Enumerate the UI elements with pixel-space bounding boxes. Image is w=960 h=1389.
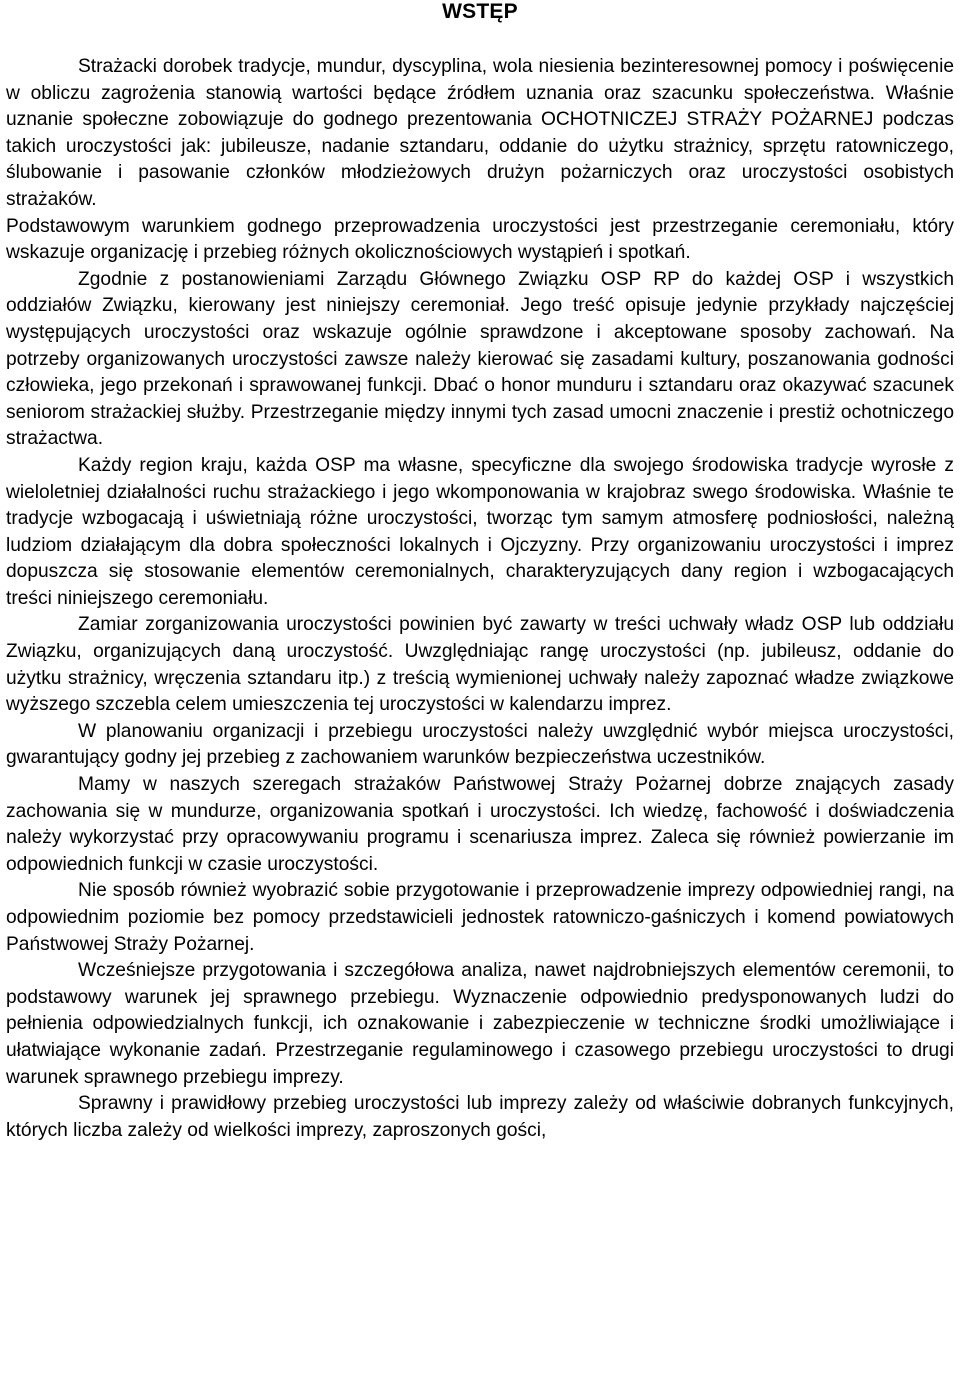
- paragraph-6: W planowaniu organizacji i przebiegu uroczystości należy uwzględnić wybór miejsca uroczystości, gwarantujący godny jej przebieg z zachowaniem warunków bezpieczeństwa uczestników.: [6, 720, 954, 769]
- paragraph-1: Strażacki dorobek tradycje, mundur, dyscyplina, wola niesienia bezinteresownej pomocy i poświęcenie w obliczu zagrożenia stanowią wartości będące źródłem uznania oraz szacunku społeczeństwa. Właśnie uznanie społeczne zobowiązuje do godnego prezentowania OCHOTNICZEJ STRAŻY POŻARNEJ podczas takich uroczystości jak: jubileusze, nadanie sztandaru, oddanie do użytku strażnicy, sprzętu ratowniczego, ślubowanie i pasowanie członków młodzieżowych drużyn pożarniczych oraz uroczystości osobistych strażaków.: [6, 56, 954, 210]
- paragraph-4: Każdy region kraju, każda OSP ma własne, specyficzne dla swojego środowiska tradycje wyrosłe z wieloletniej działalności ruchu strażackiego i jego wkomponowania w krajobraz swego środowiska. Właśnie te tradycje wzbogacają i uświetniają różne uroczystości, tworząc tym samym atmosferę podniosłości, należną ludziom działającym dla dobra społeczności lokalnych i Ojczyzny. Przy organizowaniu uroczystości i imprez dopuszcza się stosowanie elementów ceremonialnych, charakteryzujących dany region i wzbogacających treści niniejszego ceremoniału.: [6, 454, 954, 609]
- paragraph-5: Zamiar zorganizowania uroczystości powinien być zawarty w treści uchwały władz OSP lub oddziału Związku, organizujących daną uroczystość. Uwzględniając rangę uroczystości (np. jubileusz, oddanie do użytku strażnicy, wręczenia sztandaru itp.) z treścią wymienionej uchwały należy zapoznać władze związkowe wyższego szczebla celem umieszczenia tej uroczystości w kalendarzu imprez.: [6, 614, 954, 716]
- paragraph-8: Nie sposób również wyobrazić sobie przygotowanie i przeprowadzenie imprezy odpowiedniej rangi, na odpowiednim poziomie bez pomocy przedstawicieli jednostek ratowniczo-gaśniczych i komend powiatowych Państwowej Straży Pożarnej.: [6, 880, 954, 955]
- paragraph-3: Zgodnie z postanowieniami Zarządu Głównego Związku OSP RP do każdej OSP i wszystkich oddziałów Związku, kierowany jest niniejszy ceremoniał. Jego treść opisuje jedynie przykłady najczęściej występujących uroczystości oraz wskazuje ogólnie sprawdzone i akceptowane sposoby zachowań. Na potrzeby organizowanych uroczystości zawsze należy kierować się zasadami kultury, poszanowania godności człowieka, jego przekonań i sprawowanej funkcji. Dbać o honor munduru i sztandaru oraz okazywać szacunek seniorom strażackiej służby. Przestrzeganie między innymi tych zasad umocni znaczenie i prestiż ochotniczego strażactwa.: [6, 268, 954, 450]
- paragraph-7: Mamy w naszych szeregach strażaków Państwowej Straży Pożarnej dobrze znających zasady zachowania się w mundurze, organizowania spotkań i uroczystości. Ich wiedzę, fachowość i doświadczenia należy wykorzystać przy opracowywaniu programu i scenariusza imprez. Zaleca się również powierzanie im odpowiednich funkcji w czasie uroczystości.: [6, 774, 954, 875]
- document-page: [6, 0, 954, 1144]
- paragraph-10: Sprawny i prawidłowy przebieg uroczystości lub imprezy zależy od właściwie dobranych funkcyjnych, których liczba zależy od wielkości imprezy, zaproszonych gości,: [6, 1093, 954, 1141]
- paragraph-9: Wcześniejsze przygotowania i szczegółowa analiza, nawet najdrobniejszych elementów ceremonii, to podstawowy warunek jej sprawnego przebiegu. Wyznaczenie odpowiednio predysponowanych ludzi do pełnienia odpowiedzialnych funkcji, ich oznakowanie i zabezpieczenie w techniczne środki umożliwiające i ułatwiające wykonanie zadań. Przestrzeganie regulaminowego i czasowego przebiegu uroczystości to drugi warunek sprawnego przebiegu imprezy.: [6, 960, 954, 1088]
- paragraph-2: Podstawowym warunkiem godnego przeprowadzenia uroczystości jest przestrzeganie ceremoniału, który wskazuje organizację i przebieg różnych okolicznościowych wystąpień i spotkań.: [6, 215, 954, 264]
- document-title: WSTĘP: [442, 0, 518, 23]
